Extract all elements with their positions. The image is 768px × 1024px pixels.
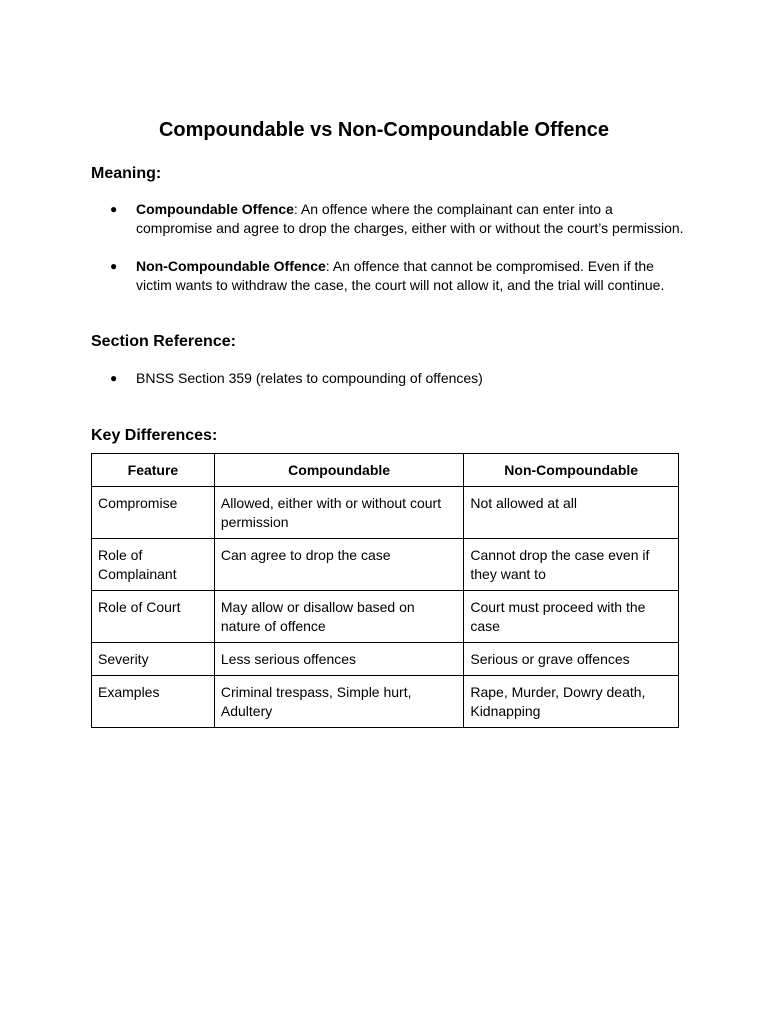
key-differences-heading: Key Differences: — [91, 427, 218, 444]
bullet-icon: ● — [110, 202, 118, 216]
table-cell: Compromise — [92, 487, 215, 539]
meaning-heading: Meaning: — [91, 165, 162, 182]
key-differences-table — [91, 453, 679, 728]
table-cell: Role of Court — [92, 591, 215, 643]
section-reference-text: BNSS Section 359 (relates to compounding of offences) — [136, 370, 483, 386]
column-header-feature: Feature — [92, 454, 215, 487]
table-header-row — [92, 454, 679, 487]
column-header-compoundable: Compoundable — [214, 454, 463, 487]
table-cell: Rape, Murder, Dowry death, Kidnapping — [464, 676, 679, 728]
bullet-icon: ● — [110, 259, 118, 273]
section-reference-heading: Section Reference: — [91, 333, 236, 350]
table-cell: Less serious offences — [214, 643, 463, 676]
bullet-icon: ● — [110, 371, 118, 385]
table-row — [92, 487, 679, 539]
meaning-definition: : An offence that cannot be compromised. Even if the victim wants to withdraw the case, the court will not allow it, and the trial will continue. — [136, 258, 665, 293]
table-row — [92, 643, 679, 676]
table-row — [92, 676, 679, 728]
meaning-item-body — [136, 200, 690, 238]
document-title: Compoundable vs Non-Compoundable Offence — [158, 119, 609, 141]
table-cell: Serious or grave offences — [464, 643, 679, 676]
table-cell: Cannot drop the case even if they want to — [464, 539, 679, 591]
table-cell: Can agree to drop the case — [214, 539, 463, 591]
table-cell: Court must proceed with the case — [464, 591, 679, 643]
table-row — [92, 591, 679, 643]
table-cell: Severity — [92, 643, 215, 676]
table-row — [92, 539, 679, 591]
table-cell: May allow or disallow based on nature of offence — [214, 591, 463, 643]
table-cell: Not allowed at all — [464, 487, 679, 539]
meaning-term: Non-Compoundable Offence — [136, 258, 326, 274]
table-cell: Examples — [92, 676, 215, 728]
table-cell: Criminal trespass, Simple hurt, Adultery — [214, 676, 463, 728]
meaning-definition: : An offence where the complainant can enter into a compromise and agree to drop the charges, either with or without the court’s permission. — [136, 201, 684, 236]
table-cell: Role of Complainant — [92, 539, 215, 591]
meaning-item-body — [136, 257, 690, 295]
meaning-term: Compoundable Offence — [136, 201, 294, 217]
column-header-non-compoundable: Non-Compoundable — [464, 454, 679, 487]
table-cell: Allowed, either with or without court permission — [214, 487, 463, 539]
